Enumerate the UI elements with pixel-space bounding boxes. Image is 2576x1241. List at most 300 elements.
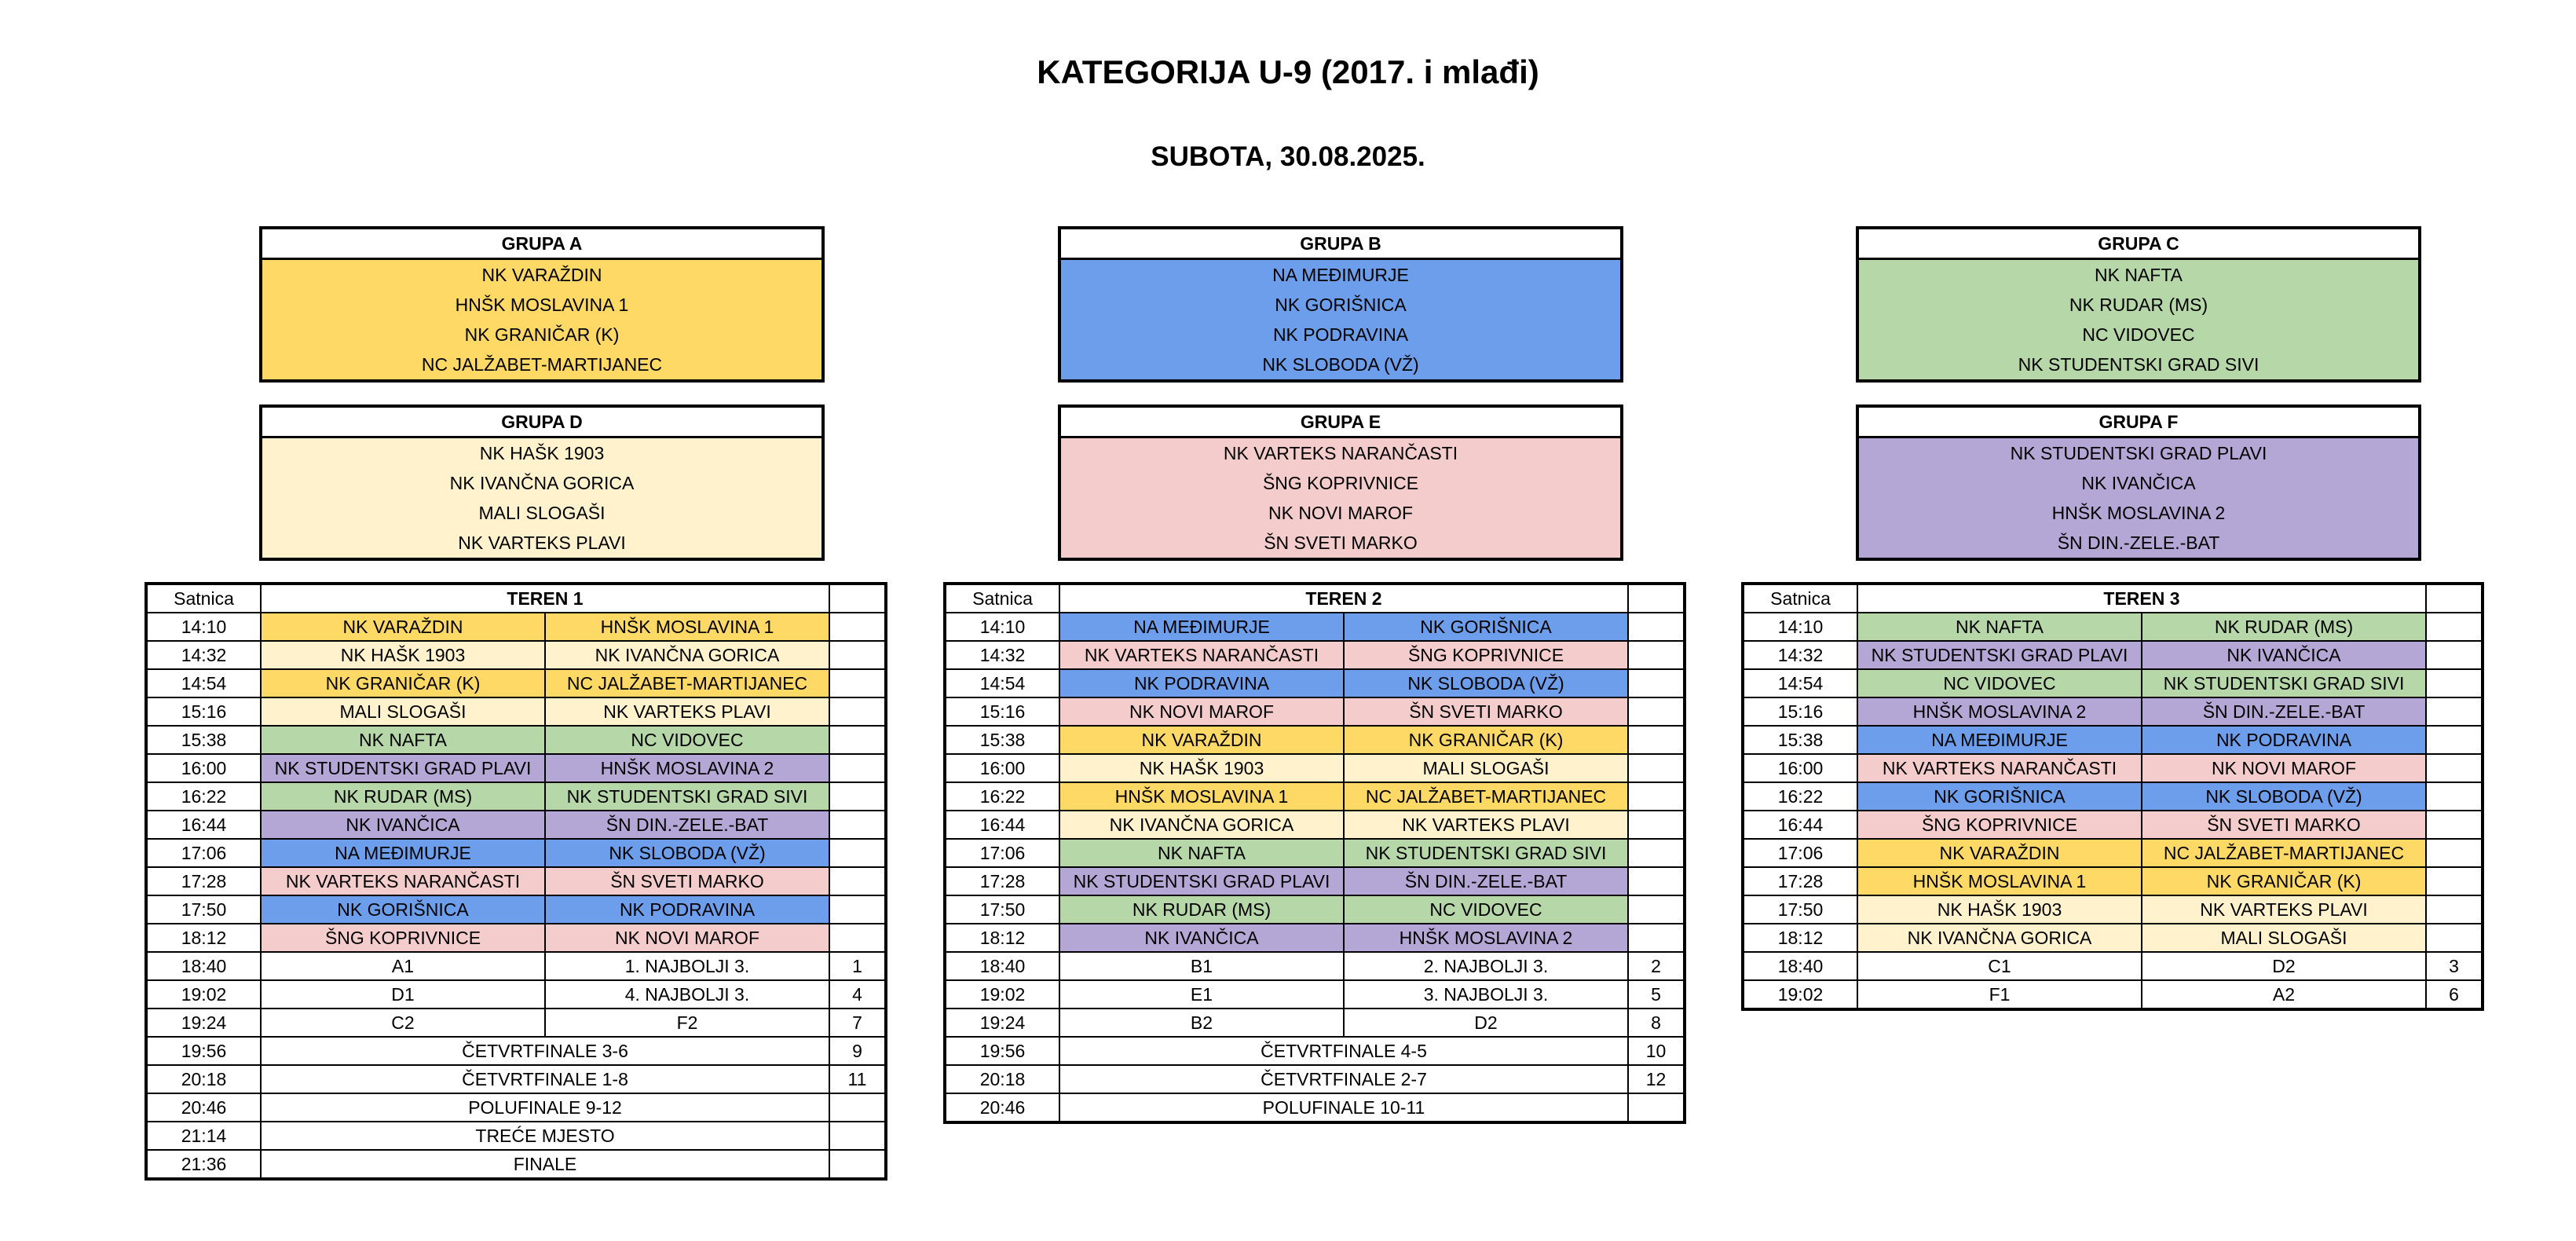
away-team: NC JALŽABET-MARTIJANEC xyxy=(1344,782,1628,811)
schedule-table-teren-1 xyxy=(145,582,887,1181)
group-team: NK HAŠK 1903 xyxy=(262,438,821,468)
table-row xyxy=(146,952,886,980)
match-number xyxy=(1628,669,1685,697)
match-time: 14:10 xyxy=(146,613,261,641)
group-box-e xyxy=(1058,405,1623,561)
match-number xyxy=(1628,867,1685,895)
match-number: 4 xyxy=(829,980,886,1009)
group-team: NK NAFTA xyxy=(1859,260,2418,290)
match-time: 20:18 xyxy=(146,1065,261,1093)
group-team: NK STUDENTSKI GRAD SIVI xyxy=(1859,350,2418,379)
time-column-header: Satnica xyxy=(146,584,261,613)
table-row xyxy=(945,754,1685,782)
home-team: F1 xyxy=(1857,980,2142,1009)
home-team: B2 xyxy=(1059,1009,1344,1037)
away-team: NK VARTEKS PLAVI xyxy=(2142,895,2426,924)
match-stage: ČETVRTFINALE 1-8 xyxy=(261,1065,829,1093)
home-team: NA MEĐIMURJE xyxy=(261,839,545,867)
away-team: A2 xyxy=(2142,980,2426,1009)
match-time: 19:02 xyxy=(1743,980,1857,1009)
table-row xyxy=(945,1009,1685,1037)
match-number xyxy=(829,1122,886,1150)
away-team: NK SLOBODA (VŽ) xyxy=(545,839,829,867)
away-team: 4. NAJBOLJI 3. xyxy=(545,980,829,1009)
match-stage: ČETVRTFINALE 3-6 xyxy=(261,1037,829,1065)
away-team: MALI SLOGAŠI xyxy=(1344,754,1628,782)
match-number xyxy=(2426,867,2483,895)
match-time: 14:54 xyxy=(1743,669,1857,697)
group-team: NK VARTEKS PLAVI xyxy=(262,528,821,558)
table-header-row xyxy=(945,584,1685,613)
table-row xyxy=(945,726,1685,754)
match-time: 17:06 xyxy=(146,839,261,867)
match-number xyxy=(829,924,886,952)
away-team: HNŠK MOSLAVINA 2 xyxy=(1344,924,1628,952)
away-team: NK RUDAR (MS) xyxy=(2142,613,2426,641)
table-row xyxy=(945,924,1685,952)
table-row xyxy=(945,867,1685,895)
match-time: 20:46 xyxy=(945,1093,1059,1122)
group-box-f xyxy=(1856,405,2421,561)
match-number xyxy=(1628,811,1685,839)
group-team: HNŠK MOSLAVINA 2 xyxy=(1859,498,2418,528)
table-row xyxy=(945,980,1685,1009)
group-team: NC VIDOVEC xyxy=(1859,320,2418,350)
match-number xyxy=(829,697,886,726)
table-header-row xyxy=(146,584,886,613)
home-team: E1 xyxy=(1059,980,1344,1009)
match-time: 19:56 xyxy=(945,1037,1059,1065)
time-column-header: Satnica xyxy=(945,584,1059,613)
table-row xyxy=(945,1065,1685,1093)
match-time: 14:10 xyxy=(945,613,1059,641)
group-box-a xyxy=(259,226,825,383)
table-row xyxy=(1743,811,2483,839)
match-number xyxy=(2426,754,2483,782)
table-row xyxy=(146,839,886,867)
table-row xyxy=(1743,613,2483,641)
match-number xyxy=(2426,811,2483,839)
home-team: C2 xyxy=(261,1009,545,1037)
home-team: NK RUDAR (MS) xyxy=(1059,895,1344,924)
home-team: NK NAFTA xyxy=(261,726,545,754)
away-team: NC VIDOVEC xyxy=(545,726,829,754)
group-team: ŠN SVETI MARKO xyxy=(1061,528,1620,558)
group-team: NK GRANIČAR (K) xyxy=(262,320,821,350)
match-number xyxy=(1628,924,1685,952)
group-title: GRUPA B xyxy=(1061,229,1620,260)
match-number: 10 xyxy=(1628,1037,1685,1065)
match-number xyxy=(2426,697,2483,726)
home-team: NK VARAŽDIN xyxy=(261,613,545,641)
match-time: 15:16 xyxy=(1743,697,1857,726)
table-row xyxy=(146,669,886,697)
table-row xyxy=(146,697,886,726)
table-row xyxy=(146,924,886,952)
group-title: GRUPA E xyxy=(1061,408,1620,438)
away-team: NC VIDOVEC xyxy=(1344,895,1628,924)
table-row xyxy=(1743,726,2483,754)
field-name-header: TEREN 3 xyxy=(1857,584,2426,613)
away-team: ŠN SVETI MARKO xyxy=(2142,811,2426,839)
away-team: ŠN SVETI MARKO xyxy=(1344,697,1628,726)
match-time: 21:14 xyxy=(146,1122,261,1150)
match-number xyxy=(2426,641,2483,669)
table-row xyxy=(945,1037,1685,1065)
match-time: 18:40 xyxy=(945,952,1059,980)
match-number: 9 xyxy=(829,1037,886,1065)
away-team: ŠN SVETI MARKO xyxy=(545,867,829,895)
match-time: 16:44 xyxy=(945,811,1059,839)
match-number xyxy=(829,811,886,839)
match-time: 15:16 xyxy=(146,697,261,726)
away-team: NK STUDENTSKI GRAD SIVI xyxy=(545,782,829,811)
home-team: NK NAFTA xyxy=(1857,613,2142,641)
match-time: 15:38 xyxy=(146,726,261,754)
match-time: 15:38 xyxy=(945,726,1059,754)
away-team: NK NOVI MAROF xyxy=(545,924,829,952)
home-team: NK IVANČNA GORICA xyxy=(1857,924,2142,952)
match-number xyxy=(829,867,886,895)
home-team: NK STUDENTSKI GRAD PLAVI xyxy=(261,754,545,782)
away-team: 3. NAJBOLJI 3. xyxy=(1344,980,1628,1009)
match-time: 16:44 xyxy=(1743,811,1857,839)
home-team: ŠNG KOPRIVNICE xyxy=(1857,811,2142,839)
match-number: 5 xyxy=(1628,980,1685,1009)
match-stage: POLUFINALE 10-11 xyxy=(1059,1093,1628,1122)
match-time: 17:06 xyxy=(1743,839,1857,867)
match-number xyxy=(829,641,886,669)
group-team: ŠNG KOPRIVNICE xyxy=(1061,468,1620,498)
group-team: NK NOVI MAROF xyxy=(1061,498,1620,528)
table-row xyxy=(1743,924,2483,952)
match-number xyxy=(2426,613,2483,641)
away-team: ŠNG KOPRIVNICE xyxy=(1344,641,1628,669)
home-team: NK HAŠK 1903 xyxy=(1857,895,2142,924)
match-number xyxy=(829,895,886,924)
away-team: NK SLOBODA (VŽ) xyxy=(2142,782,2426,811)
match-time: 18:12 xyxy=(146,924,261,952)
away-team: ŠN DIN.-ZELE.-BAT xyxy=(2142,697,2426,726)
group-team: NK GORIŠNICA xyxy=(1061,290,1620,320)
away-team: NK STUDENTSKI GRAD SIVI xyxy=(2142,669,2426,697)
match-number xyxy=(1628,613,1685,641)
home-team: HNŠK MOSLAVINA 1 xyxy=(1059,782,1344,811)
away-team: HNŠK MOSLAVINA 2 xyxy=(545,754,829,782)
table-row xyxy=(945,839,1685,867)
table-row xyxy=(146,754,886,782)
away-team: NK GORIŠNICA xyxy=(1344,613,1628,641)
match-number: 6 xyxy=(2426,980,2483,1009)
match-time: 20:18 xyxy=(945,1065,1059,1093)
group-team: NK PODRAVINA xyxy=(1061,320,1620,350)
match-number: 12 xyxy=(1628,1065,1685,1093)
table-row xyxy=(146,895,886,924)
table-row xyxy=(146,613,886,641)
home-team: ŠNG KOPRIVNICE xyxy=(261,924,545,952)
match-time: 17:28 xyxy=(146,867,261,895)
group-title: GRUPA F xyxy=(1859,408,2418,438)
table-row xyxy=(945,952,1685,980)
match-number: 2 xyxy=(1628,952,1685,980)
home-team: NK STUDENTSKI GRAD PLAVI xyxy=(1857,641,2142,669)
table-row xyxy=(1743,754,2483,782)
match-number-header xyxy=(2426,584,2483,613)
home-team: NK NAFTA xyxy=(1059,839,1344,867)
match-number xyxy=(829,669,886,697)
page-subtitle: SUBOTA, 30.08.2025. xyxy=(1151,141,1425,172)
away-team: NC JALŽABET-MARTIJANEC xyxy=(2142,839,2426,867)
match-time: 17:50 xyxy=(146,895,261,924)
home-team: HNŠK MOSLAVINA 2 xyxy=(1857,697,2142,726)
home-team: NK IVANČICA xyxy=(1059,924,1344,952)
match-number xyxy=(829,839,886,867)
home-team: NK IVANČNA GORICA xyxy=(1059,811,1344,839)
away-team: ŠN DIN.-ZELE.-BAT xyxy=(1344,867,1628,895)
home-team: D1 xyxy=(261,980,545,1009)
match-number xyxy=(2426,726,2483,754)
match-number xyxy=(829,754,886,782)
match-time: 18:40 xyxy=(146,952,261,980)
table-row xyxy=(1743,697,2483,726)
home-team: NA MEĐIMURJE xyxy=(1857,726,2142,754)
match-time: 21:36 xyxy=(146,1150,261,1179)
home-team: NK VARTEKS NARANČASTI xyxy=(261,867,545,895)
table-row xyxy=(945,697,1685,726)
match-time: 14:32 xyxy=(1743,641,1857,669)
group-team: NK VARAŽDIN xyxy=(262,260,821,290)
match-stage: ČETVRTFINALE 4-5 xyxy=(1059,1037,1628,1065)
schedule-table-teren-2 xyxy=(943,582,1686,1124)
group-box-d xyxy=(259,405,825,561)
home-team: NK PODRAVINA xyxy=(1059,669,1344,697)
home-team: NK VARTEKS NARANČASTI xyxy=(1059,641,1344,669)
table-row xyxy=(146,1037,886,1065)
match-number xyxy=(1628,641,1685,669)
match-number: 1 xyxy=(829,952,886,980)
match-time: 18:12 xyxy=(945,924,1059,952)
home-team: NK RUDAR (MS) xyxy=(261,782,545,811)
table-row xyxy=(146,1009,886,1037)
match-time: 17:28 xyxy=(945,867,1059,895)
home-team: NK HAŠK 1903 xyxy=(1059,754,1344,782)
group-team: ŠN DIN.-ZELE.-BAT xyxy=(1859,528,2418,558)
match-stage: TREĆE MJESTO xyxy=(261,1122,829,1150)
away-team: 1. NAJBOLJI 3. xyxy=(545,952,829,980)
match-time: 19:24 xyxy=(146,1009,261,1037)
away-team: NK VARTEKS PLAVI xyxy=(1344,811,1628,839)
table-row xyxy=(146,811,886,839)
home-team: NK VARTEKS NARANČASTI xyxy=(1857,754,2142,782)
group-team: NC JALŽABET-MARTIJANEC xyxy=(262,350,821,379)
match-number xyxy=(829,1150,886,1179)
home-team: A1 xyxy=(261,952,545,980)
table-row xyxy=(1743,867,2483,895)
away-team: NK STUDENTSKI GRAD SIVI xyxy=(1344,839,1628,867)
home-team: NK VARAŽDIN xyxy=(1059,726,1344,754)
schedule-table-teren-3 xyxy=(1741,582,2484,1011)
table-row xyxy=(945,811,1685,839)
home-team: NA MEĐIMURJE xyxy=(1059,613,1344,641)
home-team: B1 xyxy=(1059,952,1344,980)
match-time: 14:10 xyxy=(1743,613,1857,641)
match-time: 16:44 xyxy=(146,811,261,839)
match-stage: POLUFINALE 9-12 xyxy=(261,1093,829,1122)
match-time: 18:12 xyxy=(1743,924,1857,952)
table-header-row xyxy=(1743,584,2483,613)
match-time: 14:32 xyxy=(146,641,261,669)
table-row xyxy=(1743,952,2483,980)
away-team: NK NOVI MAROF xyxy=(2142,754,2426,782)
group-team: NK SLOBODA (VŽ) xyxy=(1061,350,1620,379)
match-number xyxy=(1628,726,1685,754)
group-title: GRUPA C xyxy=(1859,229,2418,260)
table-row xyxy=(945,782,1685,811)
match-time: 19:24 xyxy=(945,1009,1059,1037)
match-number-header xyxy=(1628,584,1685,613)
match-number xyxy=(2426,839,2483,867)
group-team: HNŠK MOSLAVINA 1 xyxy=(262,290,821,320)
away-team: NK IVANČNA GORICA xyxy=(545,641,829,669)
home-team: NK HAŠK 1903 xyxy=(261,641,545,669)
match-time: 16:22 xyxy=(146,782,261,811)
table-row xyxy=(146,1093,886,1122)
table-row xyxy=(945,1093,1685,1122)
table-row xyxy=(945,895,1685,924)
table-row xyxy=(146,1122,886,1150)
table-row xyxy=(146,641,886,669)
match-number xyxy=(1628,754,1685,782)
match-number xyxy=(829,1093,886,1122)
match-number xyxy=(1628,1093,1685,1122)
match-number xyxy=(829,782,886,811)
page-title: KATEGORIJA U-9 (2017. i mlađi) xyxy=(1037,53,1539,90)
match-time: 19:02 xyxy=(146,980,261,1009)
home-team: MALI SLOGAŠI xyxy=(261,697,545,726)
away-team: NK GRANIČAR (K) xyxy=(2142,867,2426,895)
field-name-header: TEREN 2 xyxy=(1059,584,1628,613)
table-row xyxy=(1743,782,2483,811)
match-number: 7 xyxy=(829,1009,886,1037)
home-team: NC VIDOVEC xyxy=(1857,669,2142,697)
away-team: D2 xyxy=(2142,952,2426,980)
match-time: 16:00 xyxy=(1743,754,1857,782)
away-team: D2 xyxy=(1344,1009,1628,1037)
home-team: NK GORIŠNICA xyxy=(261,895,545,924)
home-team: NK STUDENTSKI GRAD PLAVI xyxy=(1059,867,1344,895)
match-number xyxy=(1628,895,1685,924)
field-name-header: TEREN 1 xyxy=(261,584,829,613)
match-time: 14:32 xyxy=(945,641,1059,669)
table-row xyxy=(146,726,886,754)
time-column-header: Satnica xyxy=(1743,584,1857,613)
group-team: NK IVANČNA GORICA xyxy=(262,468,821,498)
group-team: MALI SLOGAŠI xyxy=(262,498,821,528)
table-row xyxy=(146,1150,886,1179)
match-number-header xyxy=(829,584,886,613)
table-row xyxy=(1743,980,2483,1009)
away-team: ŠN DIN.-ZELE.-BAT xyxy=(545,811,829,839)
home-team: NK VARAŽDIN xyxy=(1857,839,2142,867)
match-number xyxy=(2426,669,2483,697)
match-time: 19:56 xyxy=(146,1037,261,1065)
match-time: 16:00 xyxy=(945,754,1059,782)
table-row xyxy=(1743,839,2483,867)
table-row xyxy=(1743,669,2483,697)
away-team: HNŠK MOSLAVINA 1 xyxy=(545,613,829,641)
match-stage: ČETVRTFINALE 2-7 xyxy=(1059,1065,1628,1093)
away-team: 2. NAJBOLJI 3. xyxy=(1344,952,1628,980)
match-time: 18:40 xyxy=(1743,952,1857,980)
away-team: NK SLOBODA (VŽ) xyxy=(1344,669,1628,697)
away-team: NC JALŽABET-MARTIJANEC xyxy=(545,669,829,697)
away-team: NK VARTEKS PLAVI xyxy=(545,697,829,726)
home-team: NK IVANČICA xyxy=(261,811,545,839)
match-number xyxy=(2426,924,2483,952)
group-box-c xyxy=(1856,226,2421,383)
table-row xyxy=(1743,895,2483,924)
match-stage: FINALE xyxy=(261,1150,829,1179)
match-time: 15:38 xyxy=(1743,726,1857,754)
away-team: NK PODRAVINA xyxy=(2142,726,2426,754)
match-number xyxy=(1628,697,1685,726)
home-team: C1 xyxy=(1857,952,2142,980)
group-team: NK RUDAR (MS) xyxy=(1859,290,2418,320)
match-number xyxy=(1628,782,1685,811)
match-number xyxy=(2426,895,2483,924)
table-row xyxy=(945,669,1685,697)
group-team: NK VARTEKS NARANČASTI xyxy=(1061,438,1620,468)
table-row xyxy=(1743,641,2483,669)
match-number xyxy=(1628,839,1685,867)
table-row xyxy=(146,782,886,811)
match-time: 17:50 xyxy=(1743,895,1857,924)
table-row xyxy=(945,641,1685,669)
table-row xyxy=(146,867,886,895)
away-team: NK GRANIČAR (K) xyxy=(1344,726,1628,754)
home-team: NK GRANIČAR (K) xyxy=(261,669,545,697)
match-time: 16:22 xyxy=(1743,782,1857,811)
away-team: MALI SLOGAŠI xyxy=(2142,924,2426,952)
table-row xyxy=(945,613,1685,641)
match-time: 17:28 xyxy=(1743,867,1857,895)
match-time: 17:06 xyxy=(945,839,1059,867)
match-number xyxy=(2426,782,2483,811)
group-box-b xyxy=(1058,226,1623,383)
match-number xyxy=(829,726,886,754)
match-time: 15:16 xyxy=(945,697,1059,726)
home-team: NK NOVI MAROF xyxy=(1059,697,1344,726)
home-team: HNŠK MOSLAVINA 1 xyxy=(1857,867,2142,895)
match-time: 17:50 xyxy=(945,895,1059,924)
group-team: NK IVANČICA xyxy=(1859,468,2418,498)
match-number xyxy=(829,613,886,641)
match-time: 16:00 xyxy=(146,754,261,782)
group-team: NK STUDENTSKI GRAD PLAVI xyxy=(1859,438,2418,468)
match-number: 11 xyxy=(829,1065,886,1093)
home-team: NK GORIŠNICA xyxy=(1857,782,2142,811)
match-time: 16:22 xyxy=(945,782,1059,811)
match-number: 3 xyxy=(2426,952,2483,980)
away-team: NK PODRAVINA xyxy=(545,895,829,924)
group-title: GRUPA A xyxy=(262,229,821,260)
away-team: F2 xyxy=(545,1009,829,1037)
group-title: GRUPA D xyxy=(262,408,821,438)
match-number: 8 xyxy=(1628,1009,1685,1037)
away-team: NK IVANČICA xyxy=(2142,641,2426,669)
group-team: NA MEĐIMURJE xyxy=(1061,260,1620,290)
match-time: 19:02 xyxy=(945,980,1059,1009)
